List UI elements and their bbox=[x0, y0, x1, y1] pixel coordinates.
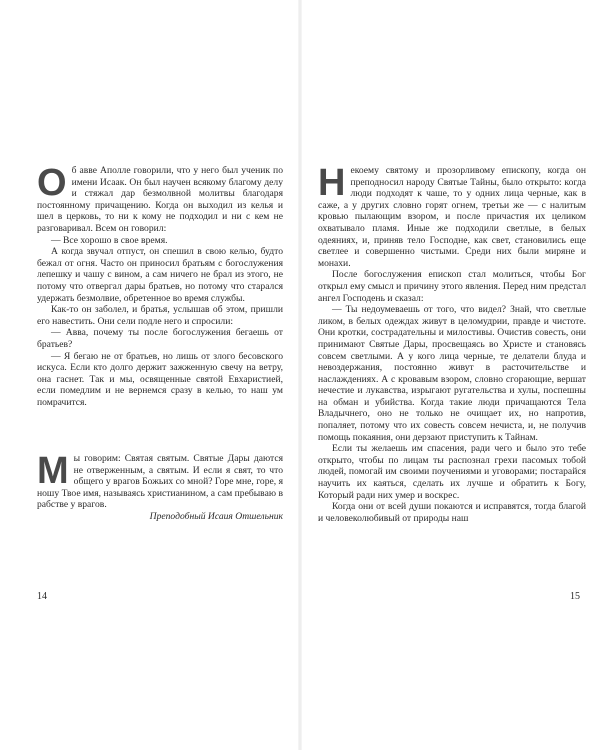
right-page bbox=[300, 0, 600, 750]
page-number-left: 14 bbox=[37, 591, 47, 602]
paragraph: — Авва, почему ты после богослужения бегаешь от братьев? bbox=[37, 327, 283, 350]
paragraph: — Я бегаю не от братьев, но лишь от злого бесовского искуса. Если кто долго держит зажженную свечу на ветру, она гаснет. Так и мы, освященные святой Евхаристией, если помедлим и не вернемся сразу в келью, то наш ум помрачится. bbox=[37, 350, 283, 408]
paragraph: Как-то он заболел, и братья, услышав об этом, пришли его навестить. Они сели подле него и спросили: bbox=[37, 304, 283, 327]
paragraph: А когда звучал отпуст, он спешил в свою келью, будто бежал от огня. Часто он приносил братьям с богослужения лепешку и чашу с вином, а сам ничего не брал из этого, не потому что отвергал дары братьев, но потому что старался удержать безмолвие, обретенное во время службы. bbox=[37, 246, 283, 304]
attribution: Преподобный Исаия Отшельник bbox=[149, 510, 283, 522]
dropcap-m: М bbox=[37, 450, 69, 492]
story-apollo bbox=[37, 162, 283, 408]
dropcap-o: О bbox=[37, 162, 67, 204]
paragraph: Когда они от всей души покаются и исправятся, тогда благой и человеколюбивый от природы наш bbox=[318, 501, 586, 524]
paragraph: — Все хорошо в свое время. bbox=[51, 234, 168, 246]
story-isaiah-quote bbox=[37, 450, 283, 523]
paragraph: ы говорим: Святая святым. Святые Дары даются не отверженным, а святым. И если я свят, то что общего у врагов Божьих со мной? Горе мне, горе, я ношу Твое имя, называясь христианином, а сам пребываю в рабстве у врагов. bbox=[37, 453, 283, 511]
paragraph: После богослужения епископ стал молиться, чтобы Бог открыл ему смысл и причину этого явления. Перед ним предстал ангел Господень и сказал: bbox=[318, 269, 586, 304]
paragraph: б авве Аполле говорили, что у него был ученик по имени Исаак. Он был научен всякому благому делу и стяжал дар безмолвной молитвы благодаря постоянному причащению. Когда он выходил из келья и шел в церковь, то ни к кому не подходил и ни с кем не разговаривал. Всем он говорил: bbox=[37, 165, 283, 234]
dropcap-n: Н bbox=[318, 162, 346, 204]
paragraph: Если ты желаешь им спасения, ради чего и было это тебе открыто, чтобы по лицам ты распознал грехи пасомых тобой людей, помогай им своими поучениями и уговорами; постарайся научить их каяться, сделать их лучше и обратить к Богу, Который ради них умер и воскрес. bbox=[318, 443, 586, 501]
paragraph: екоему святому и прозорливому епископу, когда он преподносил народу Святые Тайны, было открыто: когда люди подходят к чаше, то у одних лица черные, как в саже, а у других словно горят огнем, третьи же — с налитым кровью пылающим взором, и после причастия их целиком охватывало пламя. Иные же подходили светлые, в белых одеяниях, и, приняв тело Господне, как свет, становились еще светлее и совершенно чистыми. Среди них были миряне и монахи. bbox=[318, 165, 586, 269]
paragraph: — Ты недоумеваешь от того, что видел? Знай, что светлые ликом, в белых одеждах живут в целомудрии, правде и чистоте. Они кротки, сострадательны и милостивы. Очистив совесть, они принимают Святые Дары, просвещаясь во Христе и становясь совсем светлыми. А у кого лица черные, те делатели блуда и невоздержания, постоянно живут в расточительстве и наслаждениях. А с кровавым взором, словно сгорающие, вершат нечестие и лукавства, изрыгают ругательства и хулы, поспешны на обман и убийства. Когда такие люди причащаются Тела Владычнего, оно не только не очищает их, но напротив, попаляет, потому что их совесть совсем нечиста, и, не получив помощь покаяния, они дерзают приступить к Тайнам. bbox=[318, 304, 586, 443]
story-bishop bbox=[318, 162, 586, 524]
page-number-right: 15 bbox=[570, 591, 580, 602]
